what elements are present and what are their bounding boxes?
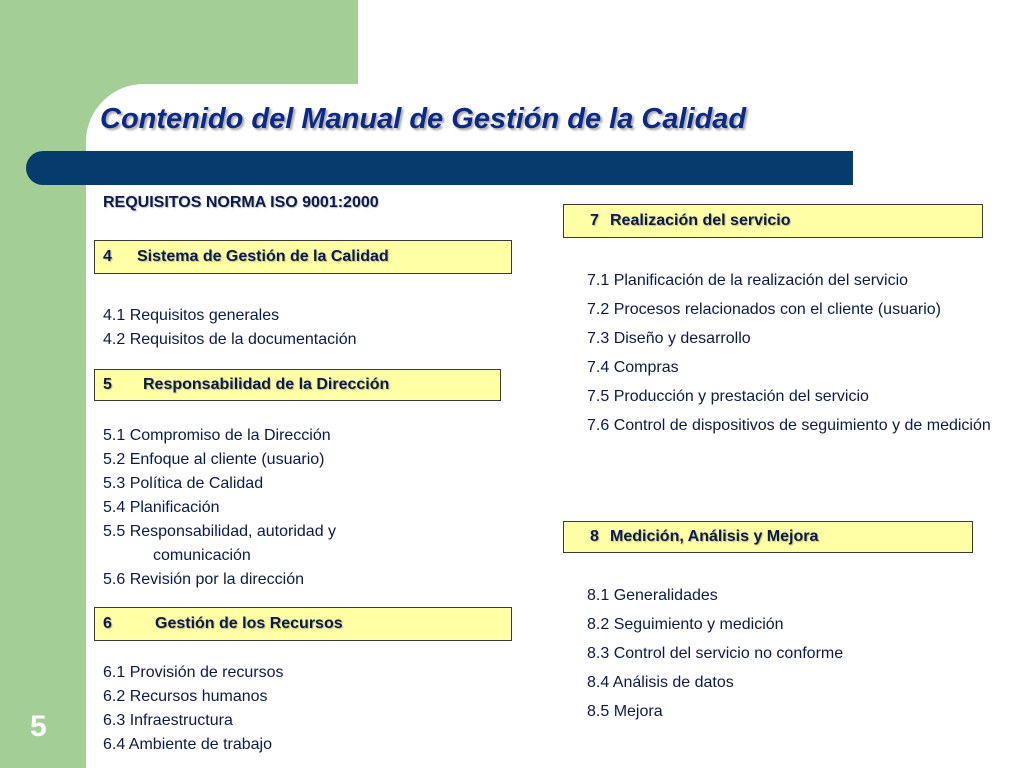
section-4-box: [94, 240, 512, 274]
list-item: 8.5 Mejora: [587, 703, 663, 720]
list-item: 5.2 Enfoque al cliente (usuario): [103, 451, 325, 468]
list-item: comunicación: [153, 547, 251, 564]
page-number: 5: [30, 710, 47, 743]
list-item: 7.1 Planificación de la realización del servicio: [587, 272, 909, 289]
list-item: 4.2 Requisitos de la documentación: [103, 331, 357, 348]
section-5-list: [103, 424, 336, 592]
section-6-number: 6: [103, 615, 112, 632]
section-8-box: [563, 521, 973, 553]
list-item: 7.2 Procesos relacionados con el cliente (usuario): [587, 301, 941, 318]
list-item: 6.3 Infraestructura: [103, 712, 233, 729]
section-7-number: 7: [590, 212, 599, 229]
title-underline-bar: [26, 151, 853, 185]
section-5-number: 5: [103, 376, 112, 393]
list-item: 4.1 Requisitos generales: [103, 307, 280, 324]
section-6-list: [103, 661, 284, 757]
list-item: 5.6 Revisión por la dirección: [103, 571, 304, 588]
list-item: 7.3 Diseño y desarrollo: [587, 330, 751, 347]
list-item: 6.2 Recursos humanos: [103, 688, 268, 705]
section-7-box: [563, 204, 983, 238]
list-item: 8.2 Seguimiento y medición: [587, 616, 784, 633]
slide-title: Contenido del Manual de Gestión de la Calidad: [100, 103, 747, 135]
list-item: 5.4 Planificación: [103, 499, 220, 516]
list-item: 8.4 Análisis de datos: [587, 674, 734, 691]
list-item: 8.1 Generalidades: [587, 587, 718, 604]
list-item: 8.3 Control del servicio no conforme: [587, 645, 844, 662]
section-6-title: Gestión de los Recursos: [155, 615, 343, 632]
list-item: 5.1 Compromiso de la Dirección: [103, 427, 331, 444]
section-6-box: [94, 607, 512, 641]
section-4-number: 4: [103, 248, 112, 265]
section-8-list: [587, 581, 843, 726]
list-item: 5.5 Responsabilidad, autoridad y: [103, 523, 337, 540]
section-7-title: Realización del servicio: [610, 212, 791, 229]
section-4-title: Sistema de Gestión de la Calidad: [137, 248, 389, 265]
list-item: 6.4 Ambiente de trabajo: [103, 736, 273, 753]
list-item: 6.1 Provisión de recursos: [103, 664, 284, 681]
section-7-list: [587, 266, 1019, 440]
section-8-number: 8: [590, 528, 599, 545]
list-item: 7.5 Producción y prestación del servicio: [587, 388, 869, 405]
section-5-title: Responsabilidad de la Dirección: [143, 376, 390, 393]
list-item: 7.4 Compras: [587, 359, 679, 376]
section-8-title: Medición, Análisis y Mejora: [610, 528, 819, 545]
section-5-box: [94, 369, 501, 401]
section-4-list: [103, 304, 357, 352]
iso-subheading: REQUISITOS NORMA ISO 9001:2000: [103, 194, 379, 211]
list-item: 7.6 Control de dispositivos de seguimiento y de medición: [587, 417, 991, 434]
list-item: 5.3 Política de Calidad: [103, 475, 264, 492]
